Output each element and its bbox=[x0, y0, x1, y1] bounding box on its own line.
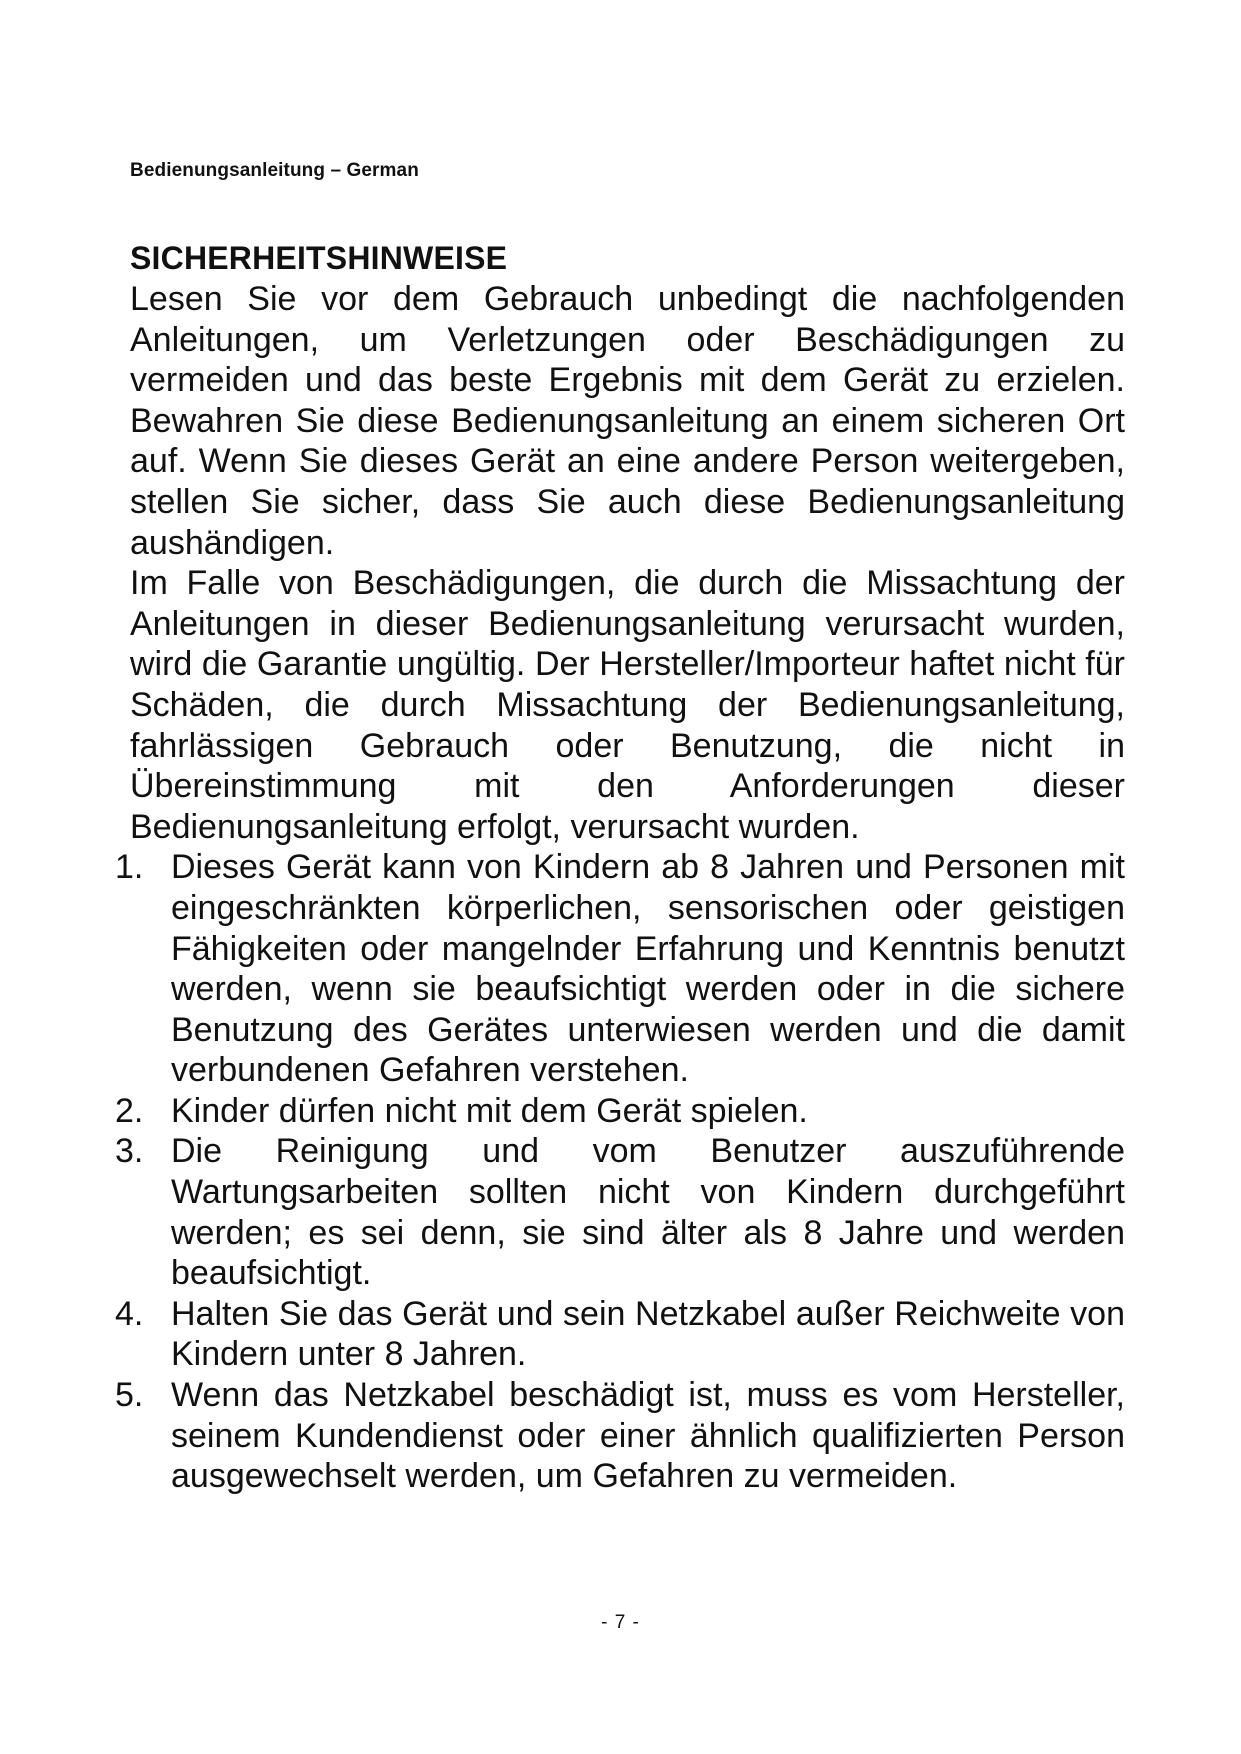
page-number: - 7 - bbox=[601, 1612, 640, 1633]
list-item-number: 2. bbox=[115, 1091, 144, 1130]
list-item-text: Dieses Gerät kann von Kindern ab 8 Jahren und Personen mit eingeschränkten körperlichen, sensorischen oder geistigen Fähigkeiten oder mangelnder Erfahrung und Kenntnis benutzt werden, wenn sie beaufsichtigt werden oder in die sichere Benutzung des Gerätes unterwiesen werden und die damit verbundenen Gefahren verstehen. bbox=[171, 848, 1125, 1090]
safety-instructions-list bbox=[115, 847, 1125, 1497]
list-item-text: Kinder dürfen nicht mit dem Gerät spielen. bbox=[171, 1091, 808, 1130]
intro-paragraph: Lesen Sie vor dem Gebrauch unbedingt die nachfolgenden Anleitungen, um Verletzungen oder Beschädigungen zu vermeiden und das beste Ergebnis mit dem Gerät zu erzielen. Bewahren Sie diese Bedienungsanleitung an einem sicheren Ort auf. Wenn Sie dieses Gerät an eine andere Person weitergeben, stellen Sie sicher, dass Sie auch diese Bedienungsanleitung aushändigen. bbox=[130, 280, 1125, 562]
list-item-text: Die Reinigung und vom Benutzer auszuführende Wartungsarbeiten sollten nicht von Kindern durchgeführt werden; es sei denn, sie sind älter als 8 Jahre und werden beaufsichtigt. bbox=[171, 1132, 1125, 1293]
list-item bbox=[115, 1375, 1125, 1497]
section-title: SICHERHEITSHINWEISE bbox=[130, 240, 508, 276]
warranty-paragraph: Im Falle von Beschädigungen, die durch die Missachtung der Anleitungen in dieser Bedienungsanleitung verursacht wurden, wird die Garantie ungültig. Der Hersteller/Importeur haftet nicht für Schäden, die durch Missachtung der Bedienungsanleitung, fahrlässigen Gebrauch oder Benutzung, die nicht in Übereinstimmung mit den Anforderungen dieser Bedienungsanleitung erfolgt, verursacht wurden. bbox=[130, 564, 1125, 846]
intro-paragraphs bbox=[130, 279, 1125, 847]
list-item bbox=[115, 1131, 1125, 1293]
list-item bbox=[115, 1091, 1125, 1132]
list-item bbox=[115, 1294, 1125, 1375]
list-item-text: Wenn das Netzkabel beschädigt ist, muss es vom Hersteller, seinem Kundendienst oder einer ähnlich qualifizierten Person ausgewechselt werden, um Gefahren zu vermeiden. bbox=[171, 1376, 1125, 1496]
safety-section bbox=[115, 237, 1125, 1497]
document-header: Bedienungsanleitung – German bbox=[130, 160, 419, 181]
list-item bbox=[115, 847, 1125, 1091]
list-item-number: 5. bbox=[115, 1376, 144, 1415]
list-item-number: 1. bbox=[115, 848, 144, 887]
list-item-text: Halten Sie das Gerät und sein Netzkabel außer Reichweite von Kindern unter 8 Jahren. bbox=[171, 1294, 1125, 1374]
list-item-number: 4. bbox=[115, 1294, 144, 1333]
list-item-number: 3. bbox=[115, 1132, 144, 1171]
